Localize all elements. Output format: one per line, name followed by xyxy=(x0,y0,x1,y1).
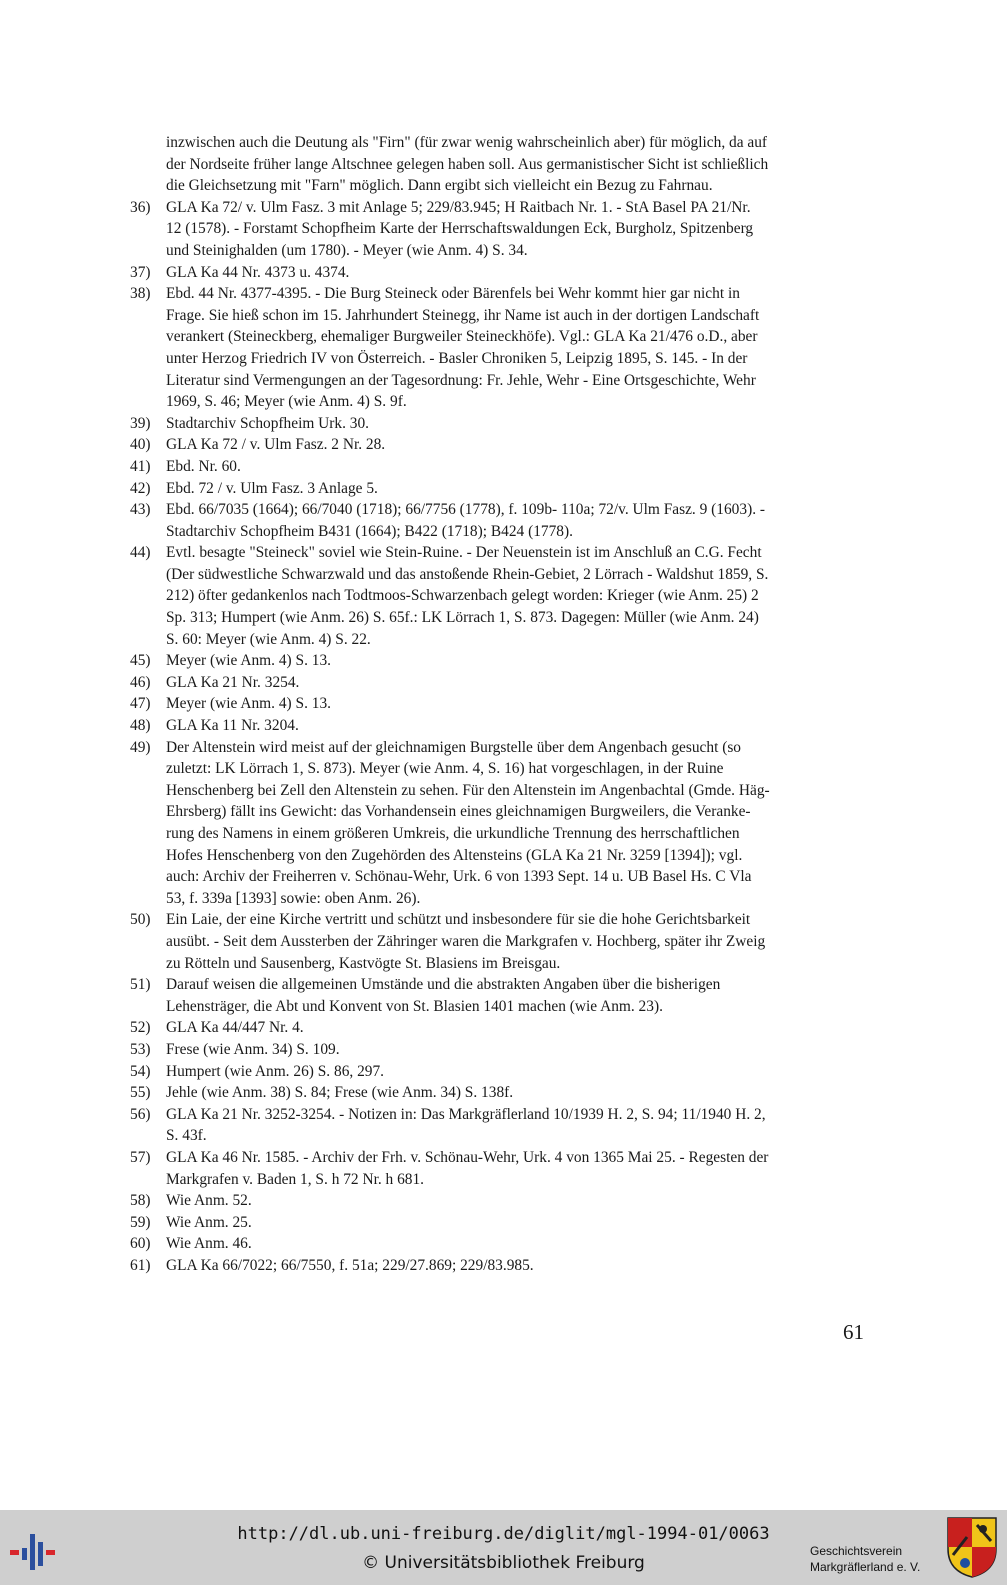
text-line: Frese (wie Anm. 34) S. 109. xyxy=(166,1040,340,1058)
endnote xyxy=(130,1082,878,1104)
text-line: unter Herzog Friedrich IV von Österreich. - Basler Chroniken 5, Leipzig 1895, S. 145. - In der xyxy=(166,349,748,367)
endnote-number: 51) xyxy=(130,976,151,994)
text-line: Wie Anm. 52. xyxy=(166,1192,252,1210)
endnote xyxy=(130,1233,878,1255)
endnote xyxy=(130,1212,878,1234)
endnote-number: 59) xyxy=(130,1213,151,1231)
text-line: Sp. 313; Humpert (wie Anm. 26) S. 65f.: LK Lörrach 1, S. 873. Dagegen: Müller (wie Anm. 24) xyxy=(166,609,759,627)
endnote xyxy=(130,413,878,435)
text-line: und Steinighalden (um 1780). - Meyer (wie Anm. 4) S. 34. xyxy=(166,241,528,259)
text-line: Hofes Henschenberg von den Zugehörden des Altensteins (GLA Ka 21 Nr. 3259 [1394]); vgl. xyxy=(166,846,743,864)
text-line: Darauf weisen die allgemeinen Umstände und die abstrakten Angaben über die bisherigen xyxy=(166,976,721,994)
text-line: Ein Laie, der eine Kirche vertritt und schützt und insbesondere für sie die hohe Gerichtsbarkeit xyxy=(166,911,751,929)
text-line: Ehrsberg) fällt ins Gewicht: das Vorhandensein eines gleichnamigen Burgweilers, die Veranke- xyxy=(166,803,751,821)
endnote xyxy=(130,650,878,672)
continued-note xyxy=(130,132,878,197)
endnote-number: 41) xyxy=(130,457,151,475)
endnote xyxy=(130,499,878,542)
text-line: GLA Ka 11 Nr. 3204. xyxy=(166,717,299,735)
text-line: Meyer (wie Anm. 4) S. 13. xyxy=(166,652,331,670)
endnote xyxy=(130,542,878,650)
text-line: Jehle (wie Anm. 38) S. 84; Frese (wie Anm. 34) S. 138f. xyxy=(166,1084,514,1102)
text-line: inzwischen auch die Deutung als "Firn" (für zwar wenig wahrscheinlich aber) für möglich, da auf xyxy=(166,134,768,151)
endnote-number: 38) xyxy=(130,285,151,303)
text-line: GLA Ka 44 Nr. 4373 u. 4374. xyxy=(166,263,350,281)
endnote-number: 47) xyxy=(130,695,151,713)
coat-of-arms-icon xyxy=(945,1515,999,1579)
text-line: Humpert (wie Anm. 26) S. 86, 297. xyxy=(166,1062,385,1080)
text-line: Evtl. besagte "Steineck" soviel wie Stein-Ruine. - Der Neuenstein ist im Anschluß an C.G. Fecht xyxy=(166,544,762,562)
text-line: 53, f. 339a [1393] sowie: oben Anm. 26). xyxy=(166,889,421,907)
endnote xyxy=(130,283,878,413)
endnote-number: 61) xyxy=(130,1256,151,1274)
text-line: Wie Anm. 25. xyxy=(166,1213,252,1231)
endnote-number: 43) xyxy=(130,501,151,519)
footer-bar xyxy=(0,1510,1007,1585)
endnote-number: 55) xyxy=(130,1084,151,1102)
endnote xyxy=(130,1039,878,1061)
society-line: Geschichtsverein xyxy=(810,1544,903,1558)
text-line: Markgrafen v. Baden 1, S. h 72 Nr. h 681. xyxy=(166,1170,425,1188)
endnotes xyxy=(130,132,878,1276)
text-line: GLA Ka 21 Nr. 3252-3254. - Notizen in: Das Markgräflerland 10/1939 H. 2, S. 94; 11/1940 H. 2, xyxy=(166,1105,766,1123)
document-url[interactable]: http://dl.ub.uni-freiburg.de/diglit/mgl-1994-01/0063 xyxy=(237,1524,770,1544)
text-line: GLA Ka 66/7022; 66/7550, f. 51a; 229/27.869; 229/83.985. xyxy=(166,1256,534,1274)
endnote-number: 40) xyxy=(130,436,151,454)
endnote-number: 57) xyxy=(130,1148,151,1166)
endnote-number: 44) xyxy=(130,544,151,562)
endnote xyxy=(130,1061,878,1083)
text-line: GLA Ka 46 Nr. 1585. - Archiv der Frh. v. Schönau-Wehr, Urk. 4 von 1365 Mai 25. - Regesten der xyxy=(166,1148,769,1166)
copyright-notice: © Universitätsbibliothek Freiburg xyxy=(362,1553,645,1573)
text-line: GLA Ka 44/447 Nr. 4. xyxy=(166,1019,304,1037)
text-line: GLA Ka 72 / v. Ulm Fasz. 2 Nr. 28. xyxy=(166,436,386,454)
endnote-number: 56) xyxy=(130,1105,151,1123)
endnote xyxy=(130,974,878,1017)
endnote-number: 60) xyxy=(130,1235,151,1253)
text-line: zuletzt: LK Lörrach 1, S. 873). Meyer (wie Anm. 4, S. 16) hat vorgeschlagen, in der Ruine xyxy=(166,760,724,778)
page-number: 61 xyxy=(843,1320,864,1344)
text-line: 12 (1578). - Forstamt Schopfheim Karte der Herrschaftswaldungen Eck, Burgholz, Spitzenberg xyxy=(166,220,754,238)
endnote xyxy=(130,434,878,456)
endnote xyxy=(130,1104,878,1147)
text-line: Stadtarchiv Schopfheim B431 (1664); B422 (1718); B424 (1778). xyxy=(166,522,573,540)
endnote xyxy=(130,1147,878,1190)
endnote-number: 58) xyxy=(130,1192,151,1210)
text-line: Meyer (wie Anm. 4) S. 13. xyxy=(166,695,331,713)
endnote-number: 36) xyxy=(130,198,151,216)
endnote-number: 53) xyxy=(130,1040,151,1058)
society-line: Markgräflerland e. V. xyxy=(810,1560,921,1574)
text-line: Henschenberg bei Zell den Altenstein zu sehen. Für den Altenstein im Angenbachtal (Gmde. Häg- xyxy=(166,781,770,799)
text-line: GLA Ka 72/ v. Ulm Fasz. 3 mit Anlage 5; 229/83.945; H Raitbach Nr. 1. - StA Basel PA 21/Nr. xyxy=(166,198,751,216)
text-line: die Gleichsetzung mit "Farn" möglich. Dann ergibt sich vielleicht ein Bezug zu Fahrnau. xyxy=(166,177,713,195)
society-name xyxy=(810,1543,920,1575)
endnote-number: 39) xyxy=(130,414,151,432)
text-line: Lehensträger, die Abt und Konvent von St. Blasien 1401 machen (wie Anm. 23). xyxy=(166,997,663,1015)
text-line: Literatur sind Vermengungen an der Tagesordnung: Fr. Jehle, Wehr - Eine Ortsgeschichte, Wehr xyxy=(166,371,756,389)
endnote-number: 50) xyxy=(130,911,151,929)
endnote-number: 42) xyxy=(130,479,151,497)
text-line: S. 43f. xyxy=(166,1127,207,1145)
text-line: 1969, S. 46; Meyer (wie Anm. 4) S. 9f. xyxy=(166,393,407,411)
text-line: ausübt. - Seit dem Aussterben der Zähringer waren die Markgrafen v. Hochberg, später ihr Zweig xyxy=(166,932,766,950)
endnote xyxy=(130,672,878,694)
endnote xyxy=(130,1190,878,1212)
endnote xyxy=(130,456,878,478)
text-line: Ebd. 66/7035 (1664); 66/7040 (1718); 66/7756 (1778), f. 109b- 110a; 72/v. Ulm Fasz. 9 (1603). - xyxy=(166,501,766,519)
endnote xyxy=(130,197,878,262)
text-line: S. 60: Meyer (wie Anm. 4) S. 22. xyxy=(166,630,371,648)
endnote xyxy=(130,737,878,910)
text-line: zu Rötteln und Sausenberg, Kastvögte St. Blasiens im Breisgau. xyxy=(166,954,561,972)
endnote xyxy=(130,1255,878,1277)
text-line: Ebd. Nr. 60. xyxy=(166,457,241,475)
endnote xyxy=(130,715,878,737)
text-line: rung des Namens in einem größeren Umkreis, die urkundliche Trennung des herrschaftlichen xyxy=(166,825,740,842)
endnote xyxy=(130,693,878,715)
endnote-number: 52) xyxy=(130,1019,151,1037)
endnote xyxy=(130,478,878,500)
text-line: 212) öfter gedankenlos nach Todtmoos-Schwarzenbach gelegt worden: Krieger (wie Anm. 25) 2 xyxy=(166,587,759,605)
endnote-number: 46) xyxy=(130,673,151,691)
text-line: Der Altenstein wird meist auf der gleichnamigen Burgstelle über dem Angenbach gesucht (so xyxy=(166,738,741,756)
text-line: Ebd. 44 Nr. 4377-4395. - Die Burg Steineck oder Bärenfels bei Wehr kommt hier gar nicht in xyxy=(166,285,740,303)
text-line: verankert (Steineckberg, ehemaliger Burgweiler Steineckhöfe). Vgl.: GLA Ka 21/476 o.D., aber xyxy=(166,328,758,346)
endnote xyxy=(130,1017,878,1039)
text-line: Frage. Sie hieß schon im 15. Jahrhundert Steinegg, ihr Name ist auch in der dortigen Landschaft xyxy=(166,306,760,324)
endnote-number: 48) xyxy=(130,717,151,735)
endnote-number: 45) xyxy=(130,652,151,670)
text-line: GLA Ka 21 Nr. 3254. xyxy=(166,673,300,691)
text-line: Stadtarchiv Schopfheim Urk. 30. xyxy=(166,414,370,432)
text-line: Wie Anm. 46. xyxy=(166,1235,252,1253)
endnote-number: 49) xyxy=(130,738,151,756)
endnote xyxy=(130,909,878,974)
text-line: (Der südwestliche Schwarzwald und das anstoßende Rhein-Gebiet, 2 Lörrach - Waldshut 1859, S. xyxy=(166,565,769,583)
endnote-number: 37) xyxy=(130,263,151,281)
endnote-number: 54) xyxy=(130,1062,151,1080)
text-line: der Nordseite früher lange Altschnee gelegen haben soll. Aus germanistischer Sicht ist schließlich xyxy=(166,155,769,173)
text-line: Ebd. 72 / v. Ulm Fasz. 3 Anlage 5. xyxy=(166,479,378,497)
endnote xyxy=(130,262,878,284)
text-line: auch: Archiv der Freiherren v. Schönau-Wehr, Urk. 6 von 1393 Sept. 14 u. UB Basel Hs. C Vla xyxy=(166,868,752,886)
